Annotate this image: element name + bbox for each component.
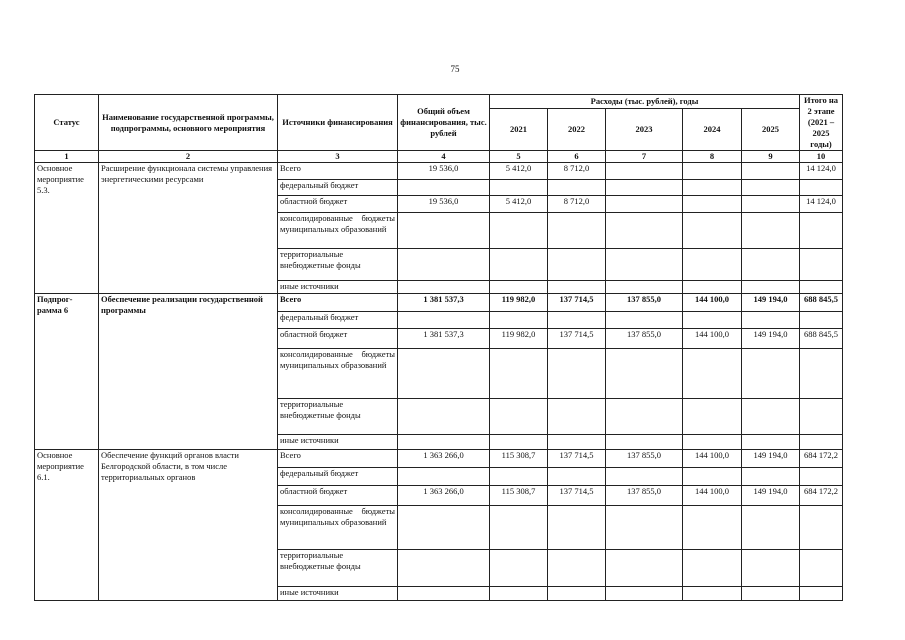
value-cell-total: 19 536,0 [398, 196, 490, 213]
value-cell-y2023 [606, 399, 683, 435]
value-cell-y2021: 115 308,7 [490, 450, 548, 468]
value-cell-y2025 [742, 399, 800, 435]
value-cell-y2021: 115 308,7 [490, 486, 548, 506]
value-cell-y2021 [490, 506, 548, 550]
header-year: 2022 [548, 108, 606, 150]
value-cell-y2023 [606, 435, 683, 450]
col-number: 5 [490, 151, 548, 163]
value-cell-y2024 [683, 249, 742, 281]
value-cell-y2022: 137 714,5 [548, 450, 606, 468]
table-row [35, 294, 843, 312]
value-cell-y2024 [683, 213, 742, 249]
table-row [35, 163, 843, 180]
status-cell: Подпрог-рамма 6 [35, 294, 99, 450]
value-cell-sum [800, 550, 843, 587]
column-numbers-row [35, 151, 843, 163]
value-cell-y2021 [490, 249, 548, 281]
value-cell-y2022 [548, 349, 606, 399]
col-number: 3 [278, 151, 398, 163]
value-cell-y2021 [490, 587, 548, 601]
value-cell-sum [800, 506, 843, 550]
value-cell-y2025: 149 194,0 [742, 329, 800, 349]
source-cell: территориальные внебюджетные фонды [278, 550, 398, 587]
value-cell-y2024: 144 100,0 [683, 294, 742, 312]
value-cell-y2022: 137 714,5 [548, 486, 606, 506]
header-year: 2023 [606, 108, 683, 150]
value-cell-sum [800, 180, 843, 196]
value-cell-sum: 14 124,0 [800, 196, 843, 213]
value-cell-y2023: 137 855,0 [606, 450, 683, 468]
program-name-cell: Расширение функционала системы управления энергетическими ресурсами [99, 163, 278, 294]
value-cell-y2021 [490, 435, 548, 450]
value-cell-y2022: 137 714,5 [548, 294, 606, 312]
value-cell-sum: 688 845,5 [800, 329, 843, 349]
value-cell-y2023 [606, 468, 683, 486]
value-cell-y2021 [490, 550, 548, 587]
value-cell-y2022 [548, 249, 606, 281]
value-cell-y2025 [742, 249, 800, 281]
source-cell: областной бюджет [278, 329, 398, 349]
status-cell: Основное мероприятие 6.1. [35, 450, 99, 601]
value-cell-y2022 [548, 587, 606, 601]
source-cell: Всего [278, 163, 398, 180]
value-cell-y2021 [490, 312, 548, 329]
col-number: 9 [742, 151, 800, 163]
col-number: 8 [683, 151, 742, 163]
value-cell-y2023 [606, 349, 683, 399]
value-cell-y2023 [606, 180, 683, 196]
value-cell-y2025 [742, 213, 800, 249]
source-cell: Всего [278, 294, 398, 312]
value-cell-y2022: 137 714,5 [548, 329, 606, 349]
value-cell-y2024 [683, 506, 742, 550]
source-cell: иные источники [278, 281, 398, 294]
value-cell-y2021: 5 412,0 [490, 163, 548, 180]
value-cell-total [398, 468, 490, 486]
value-cell-y2025 [742, 196, 800, 213]
header-sources: Источники финансирования [278, 95, 398, 151]
source-cell: консолидированные бюджеты муниципальных образований [278, 506, 398, 550]
value-cell-y2022 [548, 281, 606, 294]
value-cell-y2021 [490, 213, 548, 249]
value-cell-y2023 [606, 587, 683, 601]
value-cell-total [398, 249, 490, 281]
value-cell-y2023: 137 855,0 [606, 329, 683, 349]
value-cell-y2025 [742, 506, 800, 550]
value-cell-y2025 [742, 163, 800, 180]
value-cell-y2024 [683, 435, 742, 450]
source-cell: иные источники [278, 435, 398, 450]
value-cell-total [398, 506, 490, 550]
value-cell-sum [800, 349, 843, 399]
program-name-cell: Обеспечение реализации государственной программы [99, 294, 278, 450]
program-name-cell: Обеспечение функций органов власти Белгородской области, в том числе территориальных органов [99, 450, 278, 601]
value-cell-y2021 [490, 399, 548, 435]
value-cell-y2021 [490, 281, 548, 294]
source-cell: федеральный бюджет [278, 180, 398, 196]
value-cell-y2023: 137 855,0 [606, 294, 683, 312]
value-cell-y2023: 137 855,0 [606, 486, 683, 506]
financing-table [34, 94, 843, 601]
value-cell-y2024 [683, 312, 742, 329]
value-cell-sum [800, 312, 843, 329]
value-cell-y2022 [548, 468, 606, 486]
value-cell-sum: 14 124,0 [800, 163, 843, 180]
value-cell-y2025 [742, 349, 800, 399]
value-cell-y2024: 144 100,0 [683, 486, 742, 506]
value-cell-y2025: 149 194,0 [742, 294, 800, 312]
value-cell-y2022 [548, 506, 606, 550]
value-cell-y2025 [742, 587, 800, 601]
value-cell-sum [800, 468, 843, 486]
value-cell-y2022 [548, 550, 606, 587]
source-cell: областной бюджет [278, 196, 398, 213]
value-cell-y2021 [490, 180, 548, 196]
value-cell-total [398, 180, 490, 196]
value-cell-y2023 [606, 249, 683, 281]
value-cell-y2023 [606, 163, 683, 180]
value-cell-sum: 688 845,5 [800, 294, 843, 312]
source-cell: иные источники [278, 587, 398, 601]
value-cell-y2025 [742, 312, 800, 329]
value-cell-y2021: 5 412,0 [490, 196, 548, 213]
value-cell-total: 1 381 537,3 [398, 294, 490, 312]
header-year: 2025 [742, 108, 800, 150]
header-stage-total: Итого на 2 этапе (2021 – 2025 годы) [800, 95, 843, 151]
col-number: 10 [800, 151, 843, 163]
col-number: 4 [398, 151, 490, 163]
col-number: 7 [606, 151, 683, 163]
value-cell-y2022: 8 712,0 [548, 163, 606, 180]
value-cell-total: 1 381 537,3 [398, 329, 490, 349]
value-cell-total: 1 363 266,0 [398, 450, 490, 468]
header-total: Общий объем финансирования, тыс. рублей [398, 95, 490, 151]
value-cell-y2025 [742, 468, 800, 486]
value-cell-sum: 684 172,2 [800, 486, 843, 506]
value-cell-y2024: 144 100,0 [683, 450, 742, 468]
value-cell-total: 1 363 266,0 [398, 486, 490, 506]
value-cell-sum [800, 399, 843, 435]
source-cell: федеральный бюджет [278, 312, 398, 329]
value-cell-total [398, 213, 490, 249]
value-cell-y2021 [490, 349, 548, 399]
value-cell-y2023 [606, 506, 683, 550]
value-cell-y2024 [683, 281, 742, 294]
value-cell-y2023 [606, 281, 683, 294]
value-cell-y2023 [606, 196, 683, 213]
value-cell-y2021: 119 982,0 [490, 294, 548, 312]
value-cell-y2022 [548, 435, 606, 450]
value-cell-y2023 [606, 550, 683, 587]
value-cell-sum [800, 213, 843, 249]
value-cell-total [398, 281, 490, 294]
col-number: 6 [548, 151, 606, 163]
source-cell: федеральный бюджет [278, 468, 398, 486]
value-cell-sum [800, 587, 843, 601]
page-number: 75 [450, 64, 460, 74]
value-cell-y2025 [742, 281, 800, 294]
header-name: Наименование государственной программы, подпрограммы, основного мероприятия [99, 95, 278, 151]
value-cell-total [398, 349, 490, 399]
col-number: 1 [35, 151, 99, 163]
value-cell-sum [800, 435, 843, 450]
value-cell-y2024 [683, 163, 742, 180]
source-cell: консолидированные бюджеты муниципальных образований [278, 213, 398, 249]
header-year: 2024 [683, 108, 742, 150]
header-expenses: Расходы (тыс. рублей), годы [490, 95, 800, 109]
value-cell-y2024 [683, 196, 742, 213]
value-cell-y2022: 8 712,0 [548, 196, 606, 213]
value-cell-y2023 [606, 213, 683, 249]
value-cell-total [398, 312, 490, 329]
value-cell-y2021 [490, 468, 548, 486]
value-cell-total [398, 550, 490, 587]
value-cell-y2022 [548, 312, 606, 329]
value-cell-y2024 [683, 349, 742, 399]
value-cell-y2024 [683, 399, 742, 435]
value-cell-total: 19 536,0 [398, 163, 490, 180]
value-cell-y2024 [683, 587, 742, 601]
value-cell-y2025 [742, 550, 800, 587]
value-cell-y2024 [683, 550, 742, 587]
header-year: 2021 [490, 108, 548, 150]
value-cell-y2024 [683, 468, 742, 486]
value-cell-sum [800, 249, 843, 281]
value-cell-y2022 [548, 399, 606, 435]
col-number: 2 [99, 151, 278, 163]
header-status: Статус [35, 95, 99, 151]
value-cell-y2021: 119 982,0 [490, 329, 548, 349]
source-cell: территориальные внебюджетные фонды [278, 249, 398, 281]
source-cell: областной бюджет [278, 486, 398, 506]
source-cell: территориальные внебюджетные фонды [278, 399, 398, 435]
value-cell-total [398, 587, 490, 601]
value-cell-y2025 [742, 435, 800, 450]
value-cell-y2025: 149 194,0 [742, 486, 800, 506]
status-cell: Основное мероприятие 5.3. [35, 163, 99, 294]
value-cell-y2024 [683, 180, 742, 196]
source-cell: Всего [278, 450, 398, 468]
value-cell-y2025: 149 194,0 [742, 450, 800, 468]
source-cell: консолидированные бюджеты муниципальных образований [278, 349, 398, 399]
value-cell-y2022 [548, 180, 606, 196]
table-row [35, 450, 843, 468]
value-cell-sum: 684 172,2 [800, 450, 843, 468]
value-cell-y2022 [548, 213, 606, 249]
value-cell-total [398, 399, 490, 435]
value-cell-sum [800, 281, 843, 294]
value-cell-y2025 [742, 180, 800, 196]
value-cell-total [398, 435, 490, 450]
value-cell-y2023 [606, 312, 683, 329]
value-cell-y2024: 144 100,0 [683, 329, 742, 349]
